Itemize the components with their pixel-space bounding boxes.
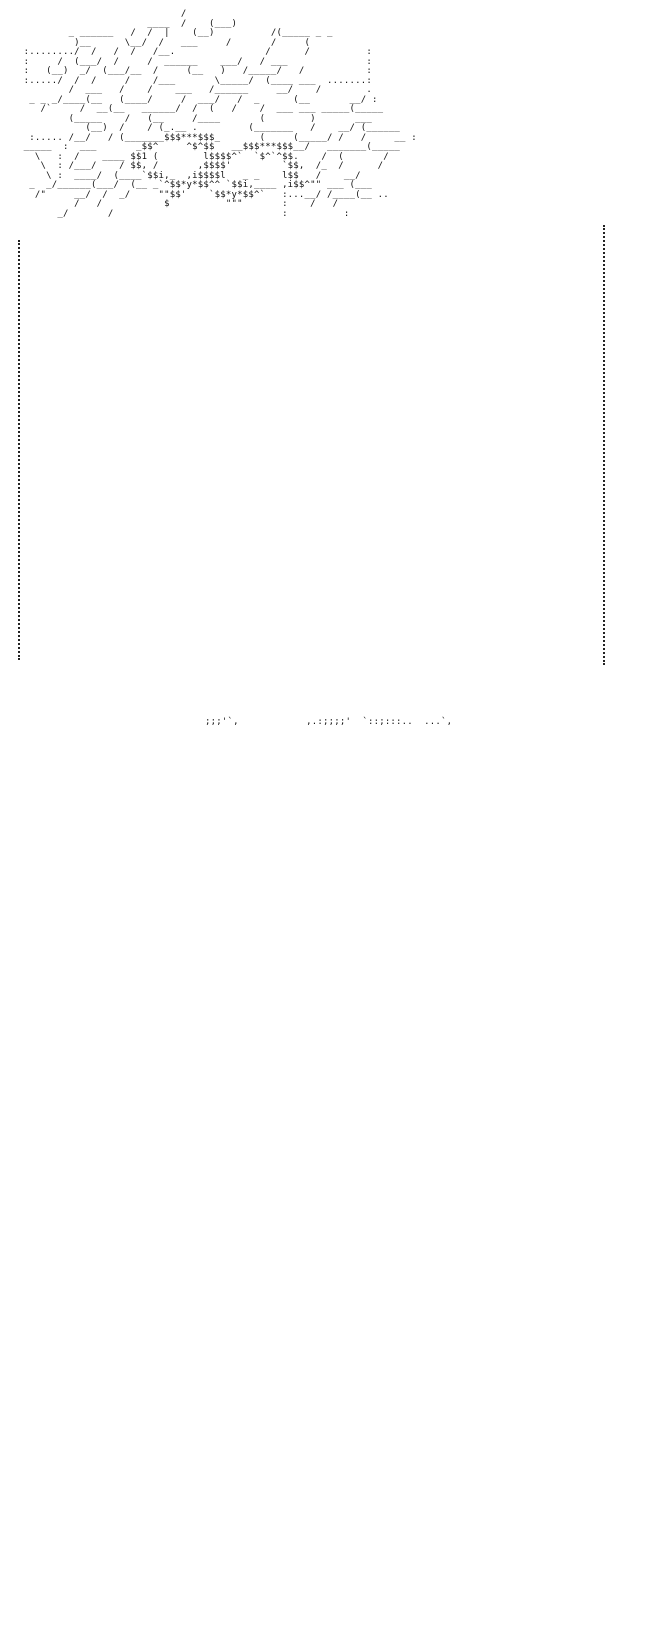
genre-row bbox=[373, 423, 380, 437]
release-row-5 bbox=[31, 491, 38, 505]
release-row-1 bbox=[31, 401, 128, 415]
frame-left-border bbox=[18, 240, 20, 660]
release-row-4 bbox=[31, 468, 114, 482]
release-row-6 bbox=[31, 514, 66, 528]
release-row-2 bbox=[31, 423, 38, 437]
release-row-3 bbox=[31, 446, 38, 460]
ascii-hand-art-icon: ;;;'`, ,.:;;;;' `::;:::.. ...`, bbox=[14, 717, 453, 727]
frame-right-border bbox=[603, 225, 605, 665]
ascii-logo-art-icon: / ____ / (___) _ ______ / / | (__) /(_____ _ _ )__ \__/ / ___ / / ( :......../ / / / /__. / / : : / (___/ / / ______ ___/ / ___ : : (__) _/ (___/__ / (__ ) /_____/ / : :...../ / / / /___ \_____/ (____ ___ .......: / ___ / / ___ /______ __/ / . _ _ _/____(__ (____/ / ___/ / _ (__ __/ : /` / __(__ ______/ / ( / / ___ ___ _____(_____ (_____ / (__ /____ ( ) ___ (__) / / (_.__ . (_______ / __/ (______ :..... /__/ / (_______$$$***$$$_ ( (_____/ / / __ : _____ : ___ _$$^ ^$^$$ __$$$***$$$__/ _______(_____ \ : / ____ $$1 ( l$$$$^` `$^`^$$. / ( / \ : /___/ / $$, / ,$$$$' `$$, /_ / / \ : ____/ (____`$$i,_ ,i$$$$l _ _ l$$ / __/ _ _/______(___/ (__ _`^$$*y*$$^^ `$$i,____ ,i$$^"" ___ (___ /" __/ / _/ ""$$' `$$*y*$$^` :...__/ /____(__ .. / / $ """ : / / _/ / : : bbox=[23, 9, 417, 219]
